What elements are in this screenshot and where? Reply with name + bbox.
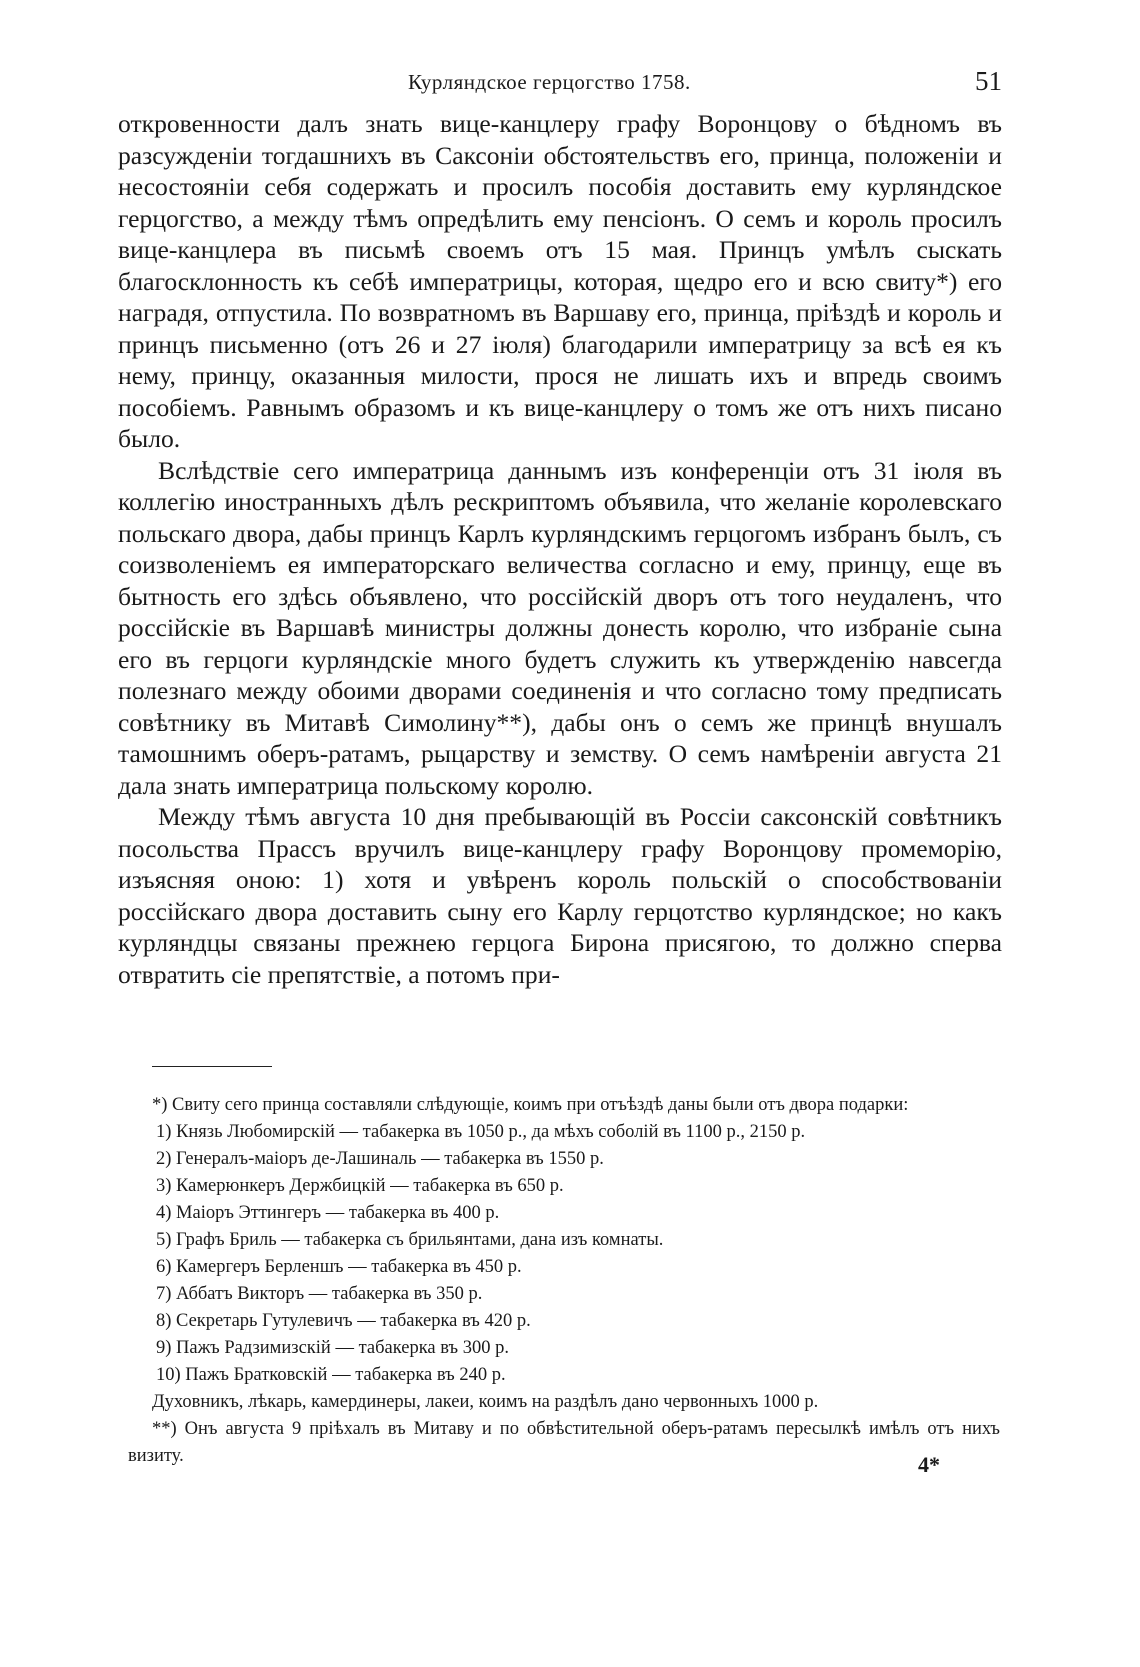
footnote-tail: Духовникъ, лѣкарь, камердинеры, лакеи, коимъ на раздѣлъ дано червонныхъ 1000 р.	[152, 1392, 819, 1412]
footnote-list-item: 1) Князь Любомирскій — табакерка въ 1050 р., да мѣхъ соболій въ 1100 р., 2150 р.	[156, 1122, 806, 1142]
footnote-list-item: 5) Графъ Бриль — табакерка съ брильянтами, дана изъ комнаты.	[156, 1230, 664, 1250]
page-number: 51	[975, 66, 1002, 96]
footnotes	[128, 1092, 1000, 1470]
footnote-intro: *) Свиту сего принца составляли слѣдующіе, коимъ при отъѣздѣ даны были отъ двора подарки:	[152, 1095, 909, 1115]
footnote-list-item: 2) Генералъ-маіоръ де-Лашиналь — табакерка въ 1550 р.	[156, 1149, 604, 1169]
footnote-list-item: 4) Маіоръ Эттингеръ — табакерка въ 400 р.	[156, 1203, 500, 1223]
footnote-list-item: 10) Пажъ Братковскій — табакерка въ 240 р.	[156, 1365, 506, 1385]
footnote-second: **) Онъ августа 9 пріѣхалъ въ Митаву и по обвѣстительной оберъ-ратамъ пересылкѣ имѣлъ отъ нихъ визиту.	[128, 1419, 1000, 1466]
paragraph: Вслѣдствіе сего императрица даннымъ изъ конференціи отъ 31 іюля въ коллегію иностранныхъ дѣлъ рескриптомъ объявила, что желаніе королевскаго польскаго двора, дабы принцъ Карлъ курляндскимъ герцогомъ избранъ былъ, съ соизволеніемъ ея императорскаго величества согласно и ему, принцу, еще въ бытность его здѣсь объявлено, что россійскій дворъ отъ того неудаленъ, что россійскіе въ Варшавѣ министры должны донесть королю, что избраніе сына его въ герцоги курляндскіе много будетъ служить къ утвержденію навсегда полезнаго между обоими дворами соединенія и что согласно тому предписать совѣтнику въ Митавѣ Симолину**), дабы онъ о семъ же принцѣ внушалъ тамошнимъ оберъ-ратамъ, рыцарству и земству. О семъ намѣреніи августа 21 дала знать императрица польскому королю.	[118, 455, 1002, 800]
footnote-list-item: 3) Камерюнкеръ Держбицкій — табакерка въ 650 р.	[156, 1176, 564, 1196]
footnote-divider	[152, 1066, 272, 1067]
signature-mark: 4*	[918, 1452, 940, 1477]
main-text	[118, 108, 1002, 990]
footnote-list-item: 7) Аббатъ Викторъ — табакерка въ 350 р.	[156, 1284, 483, 1304]
paragraph: откровенности далъ знать вице-канцлеру графу Воронцову о бѣдномъ въ разсужденіи тогдашнихъ въ Саксоніи обстоятельствъ его, принца, положеніи и несостояніи себя содержать и просилъ пособія доставить ему курляндское герцогство, а между тѣмъ опредѣлить ему пенсіонъ. О семъ и король просилъ вице-канцлера въ письмѣ своемъ отъ 15 мая. Принцъ умѣлъ сыскать благосклонность къ себѣ императрицы, которая, щедро его и всю свиту*) его наградя, отпустила. По возвратномъ въ Варшаву его, принца, пріѣздѣ и король и принцъ письменно (отъ 26 и 27 іюля) благодарили императрицу за всѣ ея къ нему, принцу, оказанныя милости, прося не лишать ихъ и впредь своимъ пособіемъ. Равнымъ образомъ и къ вице-канцлеру о томъ же отъ нихъ писано было.	[118, 109, 1002, 453]
footnote-list-item: 6) Камергеръ Берленшъ — табакерка въ 450 р.	[156, 1257, 522, 1277]
page-header	[118, 66, 1002, 100]
running-title: Курляндское герцогство 1758.	[408, 70, 691, 94]
paragraph: Между тѣмъ августа 10 дня пребывающій въ Россіи саксонскій совѣтникъ посольства Прассъ вручилъ вице-канцлеру графу Воронцову промеморію, изъясняя оною: 1) хотя и увѣренъ король польскій о способствованіи россійскаго двора доставить сыну его Карлу герцотство курляндское; но какъ курляндцы связаны прежнею герцога Бирона присягою, то должно сперва отвратить сіе препятствіе, а потомъ при-	[118, 802, 1002, 989]
footnote-list-item: 8) Секретарь Гутулевичъ — табакерка въ 420 р.	[156, 1311, 531, 1331]
footnote-list-item: 9) Пажъ Радзимизскій — табакерка въ 300 р.	[156, 1338, 509, 1358]
